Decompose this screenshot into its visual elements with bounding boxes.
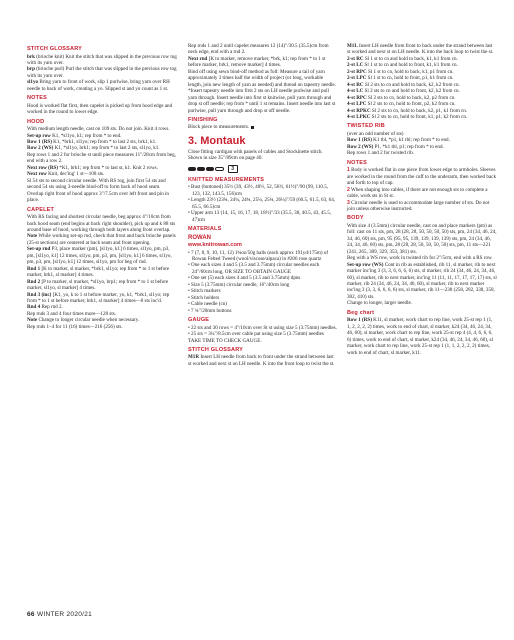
instruction-paragraph [347,223,497,255]
instruction-text: • Stitch holders [188,294,220,301]
instruction-paragraph [347,150,497,156]
instruction-text: Insert LH needle from back to front under the strand between last st worked and next st on LH needle. K into the front loop to twist the st. [188,354,335,367]
instruction-paragraph [27,191,177,204]
instruction-label: Rnd 3 (inc) [27,291,52,298]
capelet-finish-section [188,43,338,131]
instruction-label: M1R [188,354,200,361]
instruction-text: P1, *k1 tbl, p1; rep from * to end. [373,143,444,150]
instruction-text: Circular needle is used to accommodate large number of sts. Do not join unless otherwise instructed. [347,199,490,212]
skill-level-number: 3 [228,165,238,173]
instruction-label: Note [27,233,38,240]
instruction-text: K1, *sl1yo, k1; rep from * to end. [50,132,122,139]
instruction-paragraph [27,79,177,92]
instruction-text: With RS facing and shortest circular needle, beg approx 4"/10cm from back hood seam (end begins at back right shoulder), pick up and k 88 sts around base of hood, working through both layers along front overlap. [27,214,176,233]
instruction-text: K1, *brk1, sl1yo; rep from * to last 2 sts, brk1, k1. [51,139,157,146]
instruction-text: [K to marker, sl marker, *brk1, sl1yo; rep from * to 1 st before marker, brk1, sl marker] 4 times. [27,265,170,279]
numbered-note [347,187,497,200]
instruction-text: • 22 sts and 30 rows = 4"/10cm over St st using size 5 (3.75mm) needles. [188,324,337,331]
instruction-paragraph [27,54,177,67]
section-heading: NOTES [347,159,367,166]
yarn-brand: ROWAN [188,234,211,241]
instruction-label: Rnd 4 [27,304,41,311]
instruction-label: Row 2 (WS) [347,143,374,150]
instruction-label: Set-up row [27,132,51,139]
skill-level-indicator [188,165,338,173]
instruction-text: Sl 1 st to cn and hold to front, k1, k1 from cn. [363,62,458,69]
instruction-text: K1, *sl1yo, brk1; rep from * to last 2 sts, sl1yo, k1. [53,145,160,152]
instruction-label: 4-st LPC [347,101,367,108]
section-heading: KNITTED MEASUREMENTS [188,176,265,183]
instruction-text: • 25 sts = 3¼"/8.5cm over cable pat using size 5 (3.75mm) needles [188,331,324,338]
section-heading: GAUGE [188,317,210,324]
instruction-text: Rep rnds 3 and 4 four times more—128 sts. [27,310,116,317]
list-item [188,184,338,197]
instruction-paragraph [347,300,497,306]
instruction-label: Next rnd [188,55,208,62]
instruction-label: Row 1 (RS) [347,137,372,144]
instruction-paragraph [27,178,177,191]
section-heading: TWISTED RIB [347,123,385,130]
instruction-text: • 7 (7, 8, 9, 10, 11, 12) 1¾oz/50g balls (each approx 191yd/175m) of Rowan Felted Tweed (wool/viscose/alpaca) in #206 rose quartz [188,249,329,263]
instruction-label: brp [27,66,35,73]
instruction-text: While working set-up rnd, check that front and back brioche panels (25-st sections) are centered at back seam and front opening. [27,233,176,246]
instruction-text: • Bust (buttoned) 35½ (39, 43½, 48½, 52, 56½, 61½)"/90 (99, 110.5, 123, 132, 143.5, 156)cm [188,184,329,197]
instruction-paragraph [347,43,497,56]
instruction-text: Sl 1 st to cn, hold to front, p1, k1 from cn. [366,75,454,82]
instruction-text: With size 4 (3.5mm) circular needle, cast on and place markers (pm) as foll: cast on 11 sts, pm, 28 (28, 28, 50, 50, 50, 50) sts, pm, 24 (34, 46, 24, 34, 46, 60) sts, pm, 95 (95, 95, 139, 139, 139, 139) sts, pm, 24 (34, 46, 24, 34, 46, 60) sts, pm, 28 (28, 28, 50, 50, 50, 50) sts, pm, 11 sts—221 (241, 265, 309, 329, 353, 381) sts. [347,222,497,255]
column-1 [27,43,177,330]
materials-section [188,250,338,368]
numbered-note [347,200,497,213]
instruction-label: Note [27,317,38,324]
instruction-paragraph [188,338,338,344]
pattern-title: 3. Montauk [188,134,246,147]
instruction-text: Body is worked flat in one piece from lower edge to armholes. Sleeves are worked in the round from the cuff to the underarm, then worked back and forth to top of cap. [347,167,496,187]
page-folio [27,611,92,618]
section-heading: HOOD [27,118,45,125]
instruction-text: (brioche purl) Purl the stitch that was slipped in the previous row tog with its yarn over. [27,66,177,79]
section-heading: FINISHING [188,116,218,123]
issue-name: WINTER 2020/21 [36,611,93,618]
instruction-text: (over an odd number of sts) [347,130,404,137]
instruction-text: Sl 2 sts to cn and hold to back, k2, k2 from cn. [363,81,460,88]
instruction-paragraph [27,292,177,305]
instruction-text: Rep rows 1 and 2 for brioche st until piece measures 11"/28cm from beg, end with a row 2. [27,151,177,165]
skill-bar-icon [206,167,214,171]
list-item [188,210,338,223]
instruction-text: (brioche knit) Knit the stitch that was slipped in the previous row tog with its yarn over. [27,53,177,66]
instruction-text: TAKE TIME TO CHECK GAUGE. [188,337,262,344]
instruction-text: Knit, dec'ing' 1 st—108 sts. [46,171,105,178]
instruction-label: 4-st RPKC [347,107,371,114]
instruction-text: Bring yarn to front of work, slip 1 purlwise, bring yarn over RH needle to back of work, creating a yo. Slipped st and yo count as 1 st. [27,79,170,92]
instruction-text: Change to longer, larger needle. [347,300,413,307]
instruction-label: brk [27,53,35,60]
instruction-paragraph [27,266,177,279]
instruction-text: K1 tbl, *p1, k1 tbl; rep from * to end. [371,137,450,144]
instruction-paragraph [27,324,177,330]
instruction-paragraph [27,279,177,292]
instruction-text: Block piece to measurements. [188,124,250,131]
instruction-paragraph [27,214,177,233]
section-heading: Beg chart [347,309,375,316]
list-item [188,308,338,314]
instruction-label: Rnd 1 [27,265,41,272]
instruction-paragraph [188,69,338,114]
instruction-text: Sl 1 st to cn and hold to back, k1, k1 from cn. [363,55,458,62]
instruction-paragraph [347,317,497,356]
instruction-paragraph [347,262,497,301]
instruction-label: Next row [27,171,47,178]
instruction-text: Bind off using sewn bind-off method as foll: Measure a tail of yarn approximately 3 times half the width of project (or long, workable length, join new length of yarn as needed) and thread on tapestry needle. *Insert tapestry needle into first 2 sts on LH needle purlwise and pull yarn through. Insert needle into first st knitwise, pull yarn through and drop st off needle; rep from * until 1 st remains. Insert needle into last st purlwise, pull yarn through and drop st off needle. [188,68,336,114]
instruction-label: M1L [347,43,358,49]
instruction-label: Row 2 (WS) [27,145,54,152]
skill-bar-empty-icon [215,167,224,172]
instruction-label: sl1yo [27,79,39,86]
numbered-note [347,167,497,186]
skill-bar-icon [188,167,196,171]
instruction-text: K11, sl marker, work chart to rep line, work 25-st rep 1 (1, 1, 2, 2, 2, 2) times, work to end of chart, sl marker, k24 (34, 46, 24, 34, 46, 60), sl marker, work chart to rep line, work 25-st rep 4 (4, 4, 6, 6, 6, 6) times, work to end of chart, sl marker, k24 (34, 46, 24, 34, 46, 60), sl marker, work chart to rep line, work 25-st rep 1 (1, 1, 2, 2, 2, 2) times, work to end of chart, sl marker, k11. [347,317,493,356]
instruction-label: 2-st RPC [347,68,367,75]
instruction-text: [K to marker, remove marker, *brk, k1; rep from * to 1 st before marker, brk1, remove marker] 4 times. [188,55,326,69]
end-mark-icon [251,126,254,129]
instruction-text: • One each sizes 4 and 5 (3.5 and 3.75mm) circular needles each 24"/60cm long, OR SIZE TO OBTAIN GAUGE [188,262,320,275]
yarn-brand-url[interactable]: www.knitrowan.com [188,241,242,248]
list-item [188,262,338,275]
page-number: 66 [27,611,35,618]
section-heading: BODY [347,215,364,222]
instruction-label: Rnd 2 [27,278,41,285]
pattern-intro: Close fitting cardigan with panels of cables and Stockinette stitch. Shown in size 35"/89cm on page 40. [188,148,323,162]
section-heading: NOTES [27,95,47,102]
skill-bar-icon [197,167,205,171]
list-item [188,250,338,263]
instruction-paragraph [347,114,497,120]
instruction-text: • One set (5) each sizes 4 and 5 (3.5 and 3.75mm) dpns [188,275,301,282]
instruction-paragraph [27,152,177,165]
instruction-label: 2-st RC [347,55,364,62]
instruction-paragraph [27,233,177,246]
materials-heading: MATERIALS [188,226,222,233]
instruction-label: 2-st LC [347,62,364,69]
section-heading: STITCH GLOSSARY [27,46,83,52]
instruction-label: Next row (RS) [27,164,59,171]
instruction-text: Rep rnds 1–4 for 11 (16) times—216 (256) sts. [27,323,123,330]
instruction-text: Beg with a WS row, work in twisted rib for 2"/5cm, end with a RS row. [347,255,493,262]
instruction-label: 4-st LPKC [347,113,371,120]
instruction-text: Sl 2 sts to cn, hold to front, p2, k2 from cn. [366,101,456,108]
instruction-text: • Upper arm 13 (14, 15, 16, 17, 18, 18½)"/33 (35.5, 38, 40.5, 43, 45.5, 47)cm [188,210,332,223]
note-number: 2 [347,186,350,193]
instruction-label: Row 1 (RS) [27,139,52,146]
instruction-text: • Length 23½ (23¾, 24¼, 24¾, 25¼, 25¾, 26¼)"/59 (60.5, 61.5, 63, 64, 65.5, 66.5)cm [188,197,336,210]
instruction-text: [P to marker, sl marker, *sl1yo, brp1; rep from * to 1 st before marker, sl1yo, sl marker] 4 times. [27,278,169,292]
instruction-label: Set-up row (WS) [347,261,384,268]
instruction-text: [K1, yo, k to 1 st before marker, yo, k1, *brk1, sl1yo; rep from * to 1 st before marker, brk1, sl marker] 4 times—8 sts inc'd. [27,291,170,304]
instruction-text: With medium length needle, cast on 109 sts. Do not join. Knit 4 rows. [27,126,170,133]
section-heading: STITCH GLOSSARY [188,346,244,353]
instruction-paragraph [188,124,338,130]
instruction-text: Sl 2 sts to cn, hold to back, k2, p2 from cn. [366,94,456,101]
instruction-text: *K1, brk1; rep from * to last st, k1. Knit 2 rows. [58,164,158,171]
instruction-text: Overlap right front of hood approx 3"/7.5cm over left front and pin in place. [27,190,169,204]
section-heading: CAPELET [27,206,55,213]
instruction-text: • Size 5 (3.75mm) circular needle, 16"/40cm long [188,281,290,288]
instruction-text: • Stitch markers [188,288,221,295]
instruction-text: Rep rows 1 and 2 for twisted rib. [347,150,415,157]
instruction-label: Set-up rnd [27,246,51,253]
instruction-text: Sl 1 st to cn, hold to back, k1, p1 from cn. [366,68,454,75]
instruction-paragraph [27,66,177,79]
list-item [188,197,338,210]
instruction-text: When shaping into cables, if there are not enough sts to complete a cable, work sts in St st. [347,186,488,200]
instruction-text: Change to longer circular needle when necessary. [37,317,140,324]
instruction-text: Cont in rib as established, rib 11, sl marker, rib to next marker inc'ing 3 (3, 3, 6, 6, 6, 6) sts, sl marker, rib 24 (34, 46, 24, 34, 46, 60), sl marker, rib to next marker, inc'ing 11 (11, 11, 17, 17, 17, 17) sts, sl marker, rib 24 (34, 46, 24, 34, 46, 60), sl marker, rib to next marker inc'ing 3 (3, 3, 6, 6, 6, 6) sts, sl marker, rib 11—238 (258, 282, 338, 358, 382, 410) sts. [347,261,497,300]
instruction-text: • 7 ¾"/20mm buttons [188,307,232,314]
instruction-text: Sl 2 sts to cn and hold to front, k2, k2 from cn. [363,88,460,95]
instruction-paragraph [188,56,338,69]
instruction-paragraph [27,103,177,116]
instruction-text: Sl 2 sts to cn, hold to back, k2, p1, k1 from cn. [370,107,468,114]
instruction-paragraph [27,246,177,265]
measurements-section [188,177,338,223]
instruction-text: Hood is worked flat first, then capelet is picked up from hood edge and worked in the round to lower edge. [27,102,173,116]
instruction-label: 4-st RC [347,81,364,88]
instruction-label: Row 1 (RS) [347,317,372,324]
column-2 [188,43,338,367]
instruction-text: Sl 54 sts to second circular needle. With RS tog, join first 54 sts and second 54 sts using 3-needle bind-off to form back of hood seam. [27,177,166,191]
instruction-text: Insert LH needle from front to back under the strand between last st worked and next st on LH needle. K into the back loop to twist the st. [347,43,494,56]
instruction-text: Sl 2 sts to cn, hold to front, k1, p1, k2 from cn. [370,113,468,120]
note-number: 1 [347,167,350,174]
instruction-label: 4-st LC [347,88,364,95]
instruction-text: • Cable needle (cn) [188,301,227,308]
instruction-label: 2-st LPC [347,75,367,82]
column-3 [347,43,497,356]
instruction-label: 4-st RPC [347,94,367,101]
instruction-text: P3, place marker (pm), [sl1yo, k1] 6 times, sl1yo, pm, p3, pm, [sl1yo, k1] 12 times, sl1yo, pm, p3, pm, [sl1yo, k1] 6 times, sl1yo, pm, p3, pm, [sl1yo, k1] 12 times, sl1yo, pm for beg of rnd. [27,246,172,266]
instruction-paragraph [188,354,338,367]
instruction-text: Rep rnds 1 and 2 until capelet measures 12 (14)"/30.5 (35.5)cm from neck edge, end with a rnd 2. [188,43,329,56]
note-number: 3 [347,199,350,206]
instruction-text: Rep rnd 2. [40,304,63,311]
instruction-paragraph [188,43,338,56]
